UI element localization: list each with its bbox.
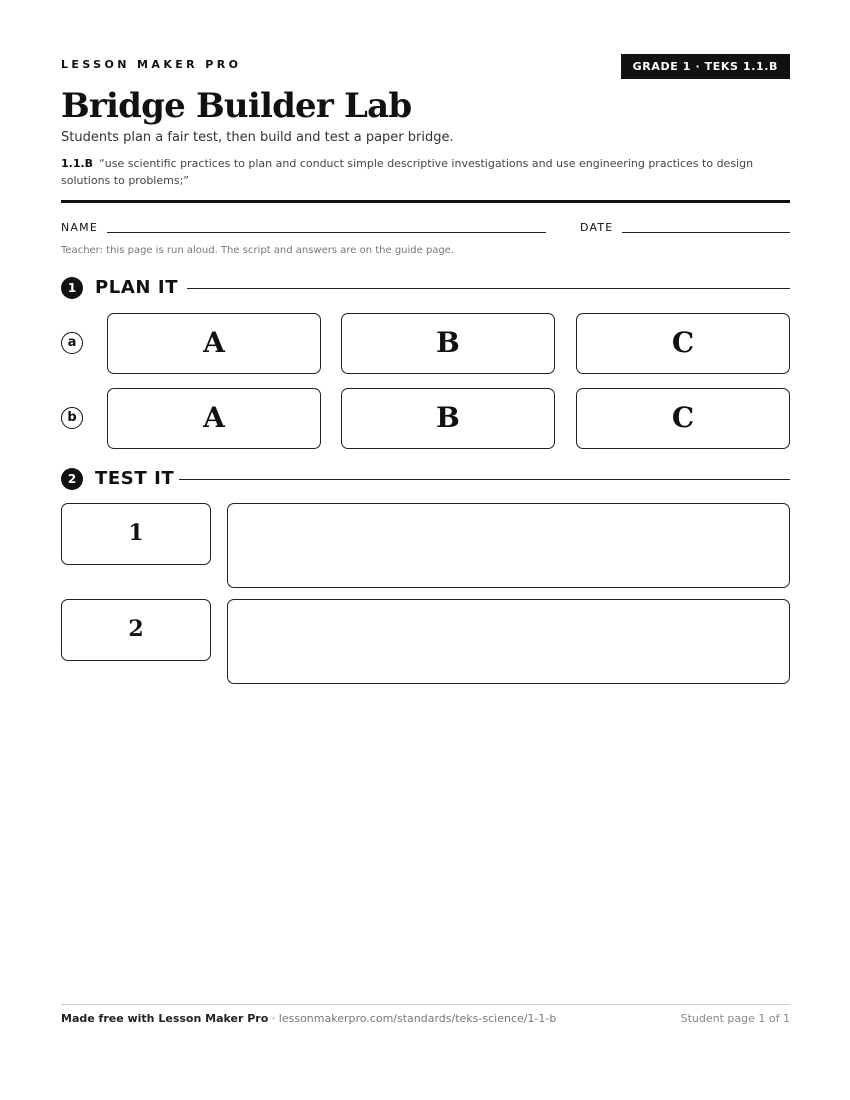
- section-title: PLAN IT: [95, 277, 179, 298]
- section-test-it-header: [61, 468, 790, 492]
- choice-box-a[interactable]: A: [107, 388, 321, 449]
- header-divider: [61, 200, 790, 203]
- section-plan-it-header: [61, 277, 790, 301]
- choice-box-c[interactable]: C: [576, 313, 790, 374]
- step-number-box: 2: [61, 599, 211, 661]
- section-number-badge: 2: [61, 468, 83, 490]
- section-number-badge: 1: [61, 277, 83, 299]
- step-number-box: 1: [61, 503, 211, 565]
- choice-box-b[interactable]: B: [341, 313, 555, 374]
- choice-box-b[interactable]: B: [341, 388, 555, 449]
- footer-url-link[interactable]: lessonmakerpro.com/standards/teks-science/1-1-b: [278, 1012, 557, 1025]
- footer-credit: [61, 1012, 556, 1025]
- footer-made-with: Made free with Lesson Maker Pro: [61, 1012, 269, 1025]
- section-title: TEST IT: [95, 468, 175, 489]
- grade-badge: GRADE 1 · TEKS 1.1.B: [621, 54, 790, 79]
- section-divider: [187, 288, 790, 289]
- choice-box-c[interactable]: C: [576, 388, 790, 449]
- date-label: DATE: [580, 221, 614, 234]
- standard-description: [61, 155, 790, 189]
- standard-text: “use scientific practices to plan and conduct simple descriptive investigations and use engineering practices to design solutions to problems;”: [61, 157, 754, 187]
- standard-code: 1.1.B: [61, 157, 94, 170]
- choice-box-a[interactable]: A: [107, 313, 321, 374]
- answer-box[interactable]: [227, 503, 790, 588]
- date-field[interactable]: [622, 232, 790, 233]
- name-label: NAME: [61, 221, 98, 234]
- footer-divider: [61, 1004, 790, 1005]
- answer-box[interactable]: [227, 599, 790, 684]
- row-marker: b: [61, 407, 83, 429]
- name-date-row: [61, 221, 790, 237]
- teacher-note: Teacher: this page is run aloud. The script and answers are on the guide page.: [61, 245, 455, 256]
- section-divider: [179, 479, 790, 480]
- worksheet-page: [61, 0, 790, 1100]
- footer-page-number: Student page 1 of 1: [680, 1012, 790, 1025]
- footer-separator: ·: [268, 1012, 279, 1025]
- page-title: Bridge Builder Lab: [61, 86, 412, 126]
- page-subtitle: Students plan a fair test, then build and test a paper bridge.: [61, 130, 454, 145]
- row-marker: a: [61, 332, 83, 354]
- name-field[interactable]: [107, 232, 546, 233]
- brand-name: LESSON MAKER PRO: [61, 58, 242, 71]
